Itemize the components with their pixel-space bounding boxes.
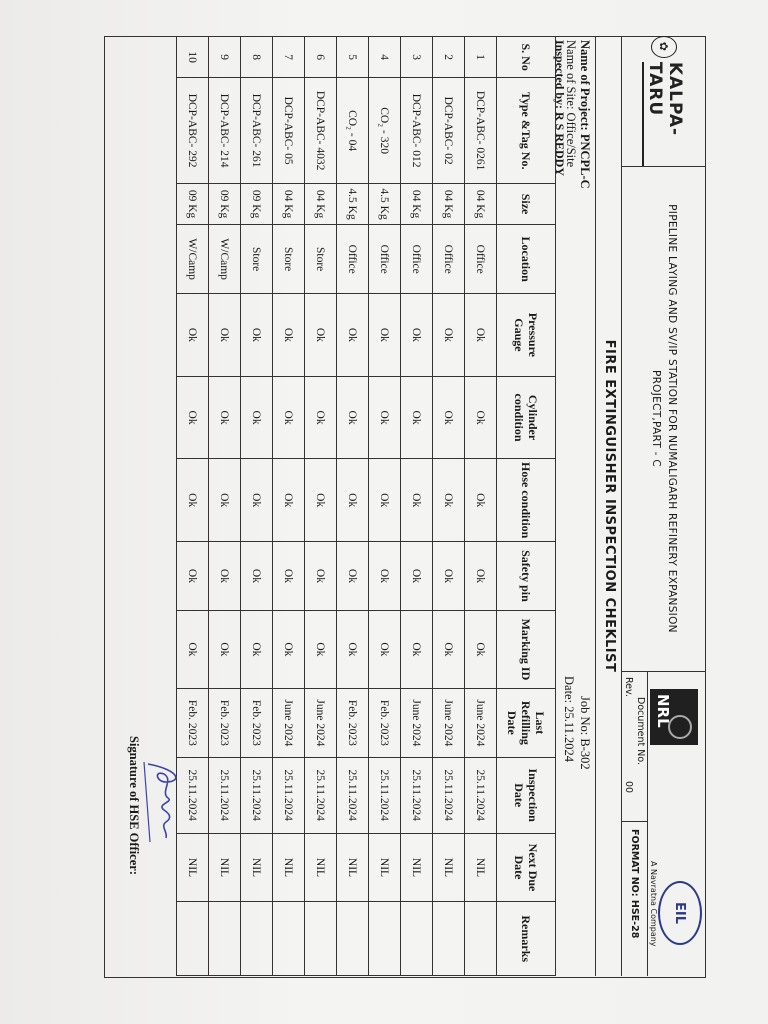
table-cell: DCP-ABC- 05 bbox=[273, 78, 305, 184]
table-cell: Feb. 2023 bbox=[241, 688, 273, 757]
table-cell: NIL bbox=[241, 833, 273, 902]
checklist-sheet bbox=[106, 36, 706, 976]
contractor-logo-cell bbox=[622, 36, 706, 167]
table-cell: Ok bbox=[177, 542, 209, 611]
table-row bbox=[401, 37, 433, 976]
table-cell: 4.5 Kg bbox=[369, 183, 401, 224]
table-cell: June 2024 bbox=[273, 688, 305, 757]
table-cell: Ok bbox=[401, 542, 433, 611]
table-cell: June 2024 bbox=[305, 688, 337, 757]
table-row bbox=[433, 37, 465, 976]
table-cell: Ok bbox=[241, 459, 273, 542]
table-cell bbox=[433, 902, 465, 976]
table-cell bbox=[337, 902, 369, 976]
signature-scribble bbox=[140, 752, 186, 862]
table-cell: W/Camp bbox=[209, 225, 241, 294]
table-cell: Ok bbox=[369, 459, 401, 542]
table-cell: Ok bbox=[369, 294, 401, 377]
table-cell: Ok bbox=[305, 294, 337, 377]
table-cell: 25.11.2024 bbox=[465, 757, 497, 833]
table-cell: Ok bbox=[369, 376, 401, 459]
table-cell: Feb. 2023 bbox=[337, 688, 369, 757]
job-no: Job No: B-302 bbox=[578, 696, 592, 770]
table-cell: Ok bbox=[433, 294, 465, 377]
table-cell: Ok bbox=[273, 610, 305, 688]
table-cell bbox=[401, 902, 433, 976]
column-header: Cylinder condition bbox=[497, 376, 556, 459]
table-cell: NIL bbox=[433, 833, 465, 902]
table-cell: DCP-ABC- 0261 bbox=[465, 78, 497, 184]
client-logo-cell bbox=[622, 671, 706, 976]
kalpataru-logo: ✿ KALPA-TARU bbox=[643, 36, 686, 166]
column-header: Pressure Gauge bbox=[497, 294, 556, 377]
table-cell: Ok bbox=[465, 610, 497, 688]
table-cell: Ok bbox=[433, 376, 465, 459]
table-cell: 8 bbox=[241, 37, 273, 78]
format-no: FORMAT NO: HSE-28 bbox=[629, 829, 640, 939]
column-header: Marking ID bbox=[497, 610, 556, 688]
table-cell: 4.5 Kg bbox=[337, 183, 369, 224]
table-cell: 09 Kg bbox=[177, 183, 209, 224]
table-cell: Ok bbox=[337, 376, 369, 459]
table-cell: Ok bbox=[177, 610, 209, 688]
table-cell: 4 bbox=[369, 37, 401, 78]
table-cell: NIL bbox=[177, 833, 209, 902]
table-cell: 04 Kg bbox=[273, 183, 305, 224]
table-cell: Ok bbox=[305, 542, 337, 611]
table-cell: June 2024 bbox=[465, 688, 497, 757]
table-cell: NIL bbox=[401, 833, 433, 902]
column-header: Inspection Date bbox=[497, 757, 556, 833]
table-cell: 09 Kg bbox=[209, 183, 241, 224]
table-cell: Office bbox=[401, 225, 433, 294]
rev-label: Rev. bbox=[623, 677, 634, 697]
table-cell: Ok bbox=[401, 294, 433, 377]
table-cell: 04 Kg bbox=[305, 183, 337, 224]
table-cell: DCP-ABC- 012 bbox=[401, 78, 433, 184]
form-title: FIRE EXTINGUISHER INSPECTION CHEKLIST bbox=[595, 36, 622, 976]
table-cell bbox=[369, 902, 401, 976]
table-cell: Ok bbox=[177, 459, 209, 542]
table-cell: 25.11.2024 bbox=[209, 757, 241, 833]
project-name: Name of Project: PNCPL-C bbox=[578, 40, 592, 189]
signature-label: Signature of HSE Officer: bbox=[127, 736, 141, 875]
table-row bbox=[337, 37, 369, 976]
column-header: Type &Tag No. bbox=[497, 78, 556, 184]
table-cell: Ok bbox=[241, 294, 273, 377]
document-no-label: Document No. bbox=[635, 697, 646, 766]
table-cell: Ok bbox=[337, 294, 369, 377]
table-cell: 25.11.2024 bbox=[433, 757, 465, 833]
table-cell: DCP-ABC- 4032 bbox=[305, 78, 337, 184]
table-cell: Ok bbox=[209, 610, 241, 688]
column-header: Hose condition bbox=[497, 459, 556, 542]
eil-tagline: A Navratna Company bbox=[649, 861, 658, 947]
form-header bbox=[621, 36, 706, 976]
table-cell: 5 bbox=[337, 37, 369, 78]
column-header: Remarks bbox=[497, 902, 556, 976]
table-cell bbox=[209, 902, 241, 976]
column-header: Safety pin bbox=[497, 542, 556, 611]
table-cell: Ok bbox=[401, 376, 433, 459]
table-row bbox=[465, 37, 497, 976]
table-cell: DCP-ABC- 214 bbox=[209, 78, 241, 184]
table-cell: Ok bbox=[273, 376, 305, 459]
table-cell: 04 Kg bbox=[401, 183, 433, 224]
document-no-cell bbox=[621, 671, 647, 822]
table-cell: 25.11.2024 bbox=[177, 757, 209, 833]
table-row bbox=[241, 37, 273, 976]
table-cell: Ok bbox=[305, 376, 337, 459]
table-cell: Ok bbox=[369, 610, 401, 688]
table-cell: 25.11.2024 bbox=[241, 757, 273, 833]
table-cell: CO₂ - 04 bbox=[337, 78, 369, 184]
table-cell: Ok bbox=[209, 459, 241, 542]
table-cell: Ok bbox=[209, 376, 241, 459]
column-header: Next Due Date bbox=[497, 833, 556, 902]
table-cell: Ok bbox=[401, 610, 433, 688]
inspected-by: Inspected by: R S REDDY bbox=[553, 40, 567, 177]
table-cell: 1 bbox=[465, 37, 497, 78]
table-cell bbox=[465, 902, 497, 976]
table-cell: Ok bbox=[465, 294, 497, 377]
table-cell: Ok bbox=[273, 542, 305, 611]
nrl-logo: NRL bbox=[650, 689, 698, 745]
table-cell: 25.11.2024 bbox=[273, 757, 305, 833]
table-cell: Ok bbox=[369, 542, 401, 611]
table-header-row bbox=[497, 37, 556, 976]
table-cell: Ok bbox=[337, 459, 369, 542]
table-cell: NIL bbox=[273, 833, 305, 902]
table-cell: June 2024 bbox=[401, 688, 433, 757]
table-row bbox=[305, 37, 337, 976]
project-title-cell bbox=[622, 166, 706, 672]
table-cell: 25.11.2024 bbox=[305, 757, 337, 833]
table-cell: Ok bbox=[337, 610, 369, 688]
table-cell bbox=[241, 902, 273, 976]
table-cell: Ok bbox=[273, 459, 305, 542]
table-cell: 2 bbox=[433, 37, 465, 78]
table-cell: Store bbox=[273, 225, 305, 294]
table-cell: NIL bbox=[305, 833, 337, 902]
table-cell: W/Camp bbox=[177, 225, 209, 294]
table-cell: Ok bbox=[433, 542, 465, 611]
kalpataru-emblem-icon: ✿ bbox=[651, 36, 677, 58]
table-cell: NIL bbox=[465, 833, 497, 902]
table-cell: Office bbox=[337, 225, 369, 294]
column-header: Size bbox=[497, 183, 556, 224]
table-body bbox=[177, 37, 497, 976]
table-row bbox=[369, 37, 401, 976]
table-cell: 10 bbox=[177, 37, 209, 78]
table-cell: Ok bbox=[465, 542, 497, 611]
table-cell: Ok bbox=[241, 610, 273, 688]
table-cell: 25.11.2024 bbox=[369, 757, 401, 833]
table-cell: Ok bbox=[433, 610, 465, 688]
column-header: S. No bbox=[497, 37, 556, 78]
table-cell: Ok bbox=[273, 294, 305, 377]
table-cell: Feb. 2023 bbox=[209, 688, 241, 757]
table-cell: 3 bbox=[401, 37, 433, 78]
table-cell: DCP-ABC- 02 bbox=[433, 78, 465, 184]
table-cell: 04 Kg bbox=[433, 183, 465, 224]
site-name: Name of Site: Office/Site bbox=[564, 40, 578, 168]
table-cell: Ok bbox=[433, 459, 465, 542]
rev-value: 00 bbox=[623, 781, 634, 794]
table-cell: Office bbox=[465, 225, 497, 294]
table-cell bbox=[177, 902, 209, 976]
table-cell: Store bbox=[241, 225, 273, 294]
table-cell: NIL bbox=[369, 833, 401, 902]
table-cell: NIL bbox=[209, 833, 241, 902]
table-cell: Ok bbox=[465, 376, 497, 459]
table-cell: DCP-ABC- 261 bbox=[241, 78, 273, 184]
table-cell: 9 bbox=[209, 37, 241, 78]
table-cell: Ok bbox=[177, 376, 209, 459]
table-cell bbox=[273, 902, 305, 976]
inspection-date: Date: 25.11.2024 bbox=[562, 676, 576, 762]
table-cell: Ok bbox=[305, 610, 337, 688]
table-cell: Feb. 2023 bbox=[369, 688, 401, 757]
table-cell: Office bbox=[433, 225, 465, 294]
table-cell: June 2024 bbox=[433, 688, 465, 757]
table-cell: Ok bbox=[209, 294, 241, 377]
table-cell: 25.11.2024 bbox=[337, 757, 369, 833]
column-header: Location bbox=[497, 225, 556, 294]
table-cell: Ok bbox=[401, 459, 433, 542]
table-cell: Ok bbox=[337, 542, 369, 611]
table-cell: Ok bbox=[209, 542, 241, 611]
table-cell: Office bbox=[369, 225, 401, 294]
project-title-line2: PROJECT,PART - C bbox=[650, 369, 662, 468]
table-cell: Feb. 2023 bbox=[177, 688, 209, 757]
table-cell: Store bbox=[305, 225, 337, 294]
document-meta bbox=[621, 671, 648, 976]
table-cell: 7 bbox=[273, 37, 305, 78]
table-cell: DCP-ABC- 292 bbox=[177, 78, 209, 184]
table-cell: 25.11.2024 bbox=[401, 757, 433, 833]
table-cell: CO₂ - 320 bbox=[369, 78, 401, 184]
table-cell: Ok bbox=[177, 294, 209, 377]
table-cell bbox=[305, 902, 337, 976]
table-row bbox=[273, 37, 305, 976]
table-cell: 6 bbox=[305, 37, 337, 78]
table-cell: Ok bbox=[305, 459, 337, 542]
table-row bbox=[209, 37, 241, 976]
table-cell: 09 Kg bbox=[241, 183, 273, 224]
table-cell: 04 Kg bbox=[465, 183, 497, 224]
table-cell: NIL bbox=[337, 833, 369, 902]
nrl-drop-icon bbox=[668, 715, 692, 739]
eil-logo: EIL bbox=[658, 881, 702, 945]
column-header: Last Refilling Date bbox=[497, 688, 556, 757]
project-title-line1: PIPELINE LAYING AND SV/IP STATION FOR NUMALIGARH REFINERY EXPANSION bbox=[666, 204, 678, 633]
extinguisher-table bbox=[176, 36, 556, 976]
table-cell: Ok bbox=[241, 376, 273, 459]
table-cell: Ok bbox=[465, 459, 497, 542]
table-cell: Ok bbox=[241, 542, 273, 611]
